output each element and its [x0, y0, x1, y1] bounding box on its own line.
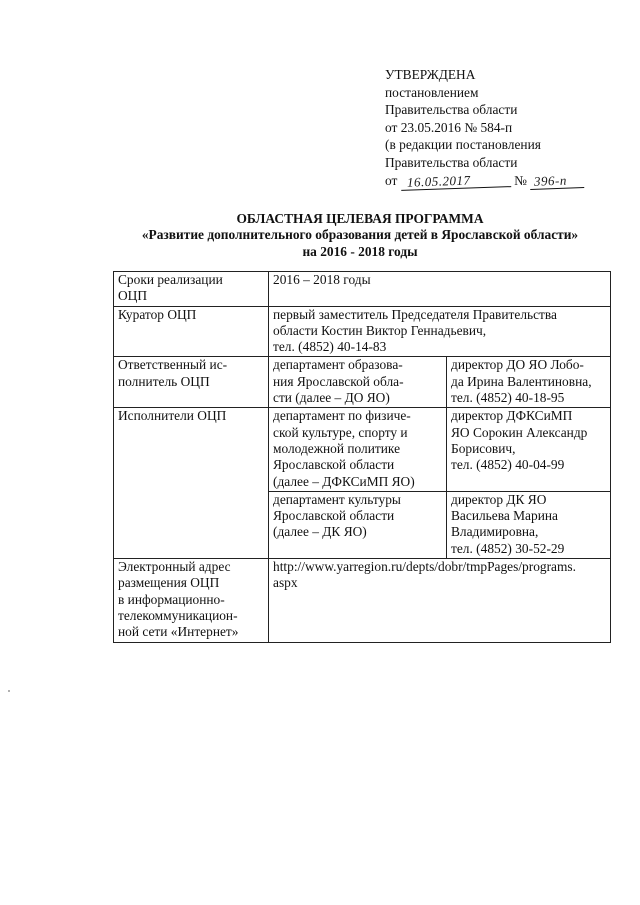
executors-label: Исполнители ОЦП — [114, 408, 269, 559]
terms-label: Сроки реализации ОЦП — [114, 272, 269, 307]
amendment-line — [385, 172, 584, 190]
terms-value: 2016 – 2018 годы — [269, 272, 611, 307]
table-row-responsible — [114, 357, 611, 408]
responsible-label: Ответственный ис- полнитель ОЦП — [114, 357, 269, 408]
table-row-executor — [114, 408, 611, 491]
program-title-name: «Развитие дополнительного образования детей в Ярославской области» — [141, 227, 579, 243]
program-title — [105, 211, 615, 260]
address-label: Электронный адрес размещения ОЦП в информационно- телекоммуникацион- ной сети «Интернет» — [114, 559, 269, 642]
address-link[interactable]: http://www.yarregion.ru/depts/dobr/tmpPages/programs. aspx — [269, 559, 611, 642]
handwritten-number: 396-п — [530, 173, 584, 190]
program-title-heading: ОБЛАСТНАЯ ЦЕЛЕВАЯ ПРОГРАММА — [236, 211, 484, 226]
executor-org: департамент культуры Ярославской области (далее – ДК ЯО) — [269, 491, 447, 558]
program-title-years: на 2016 - 2018 годы — [302, 243, 418, 259]
executor-person: директор ДФКСиМП ЯО Сорокин Александр Борисович, тел. (4852) 40-04-99 — [447, 408, 611, 491]
approval-line: Правительства области — [385, 102, 518, 118]
handwritten-date: 16.05.2017 — [401, 172, 511, 191]
responsible-org: департамент образова- ния Ярославской обла- сти (далее – ДО ЯО) — [269, 357, 447, 408]
approval-heading: УТВЕРЖДЕНА — [385, 67, 476, 82]
approval-resolution: от 23.05.2016 № 584-п — [385, 119, 513, 135]
executor-org: департамент по физиче- ской культуре, спорту и молодежной политике Ярославской области (далее – ДФКСиМП ЯО) — [269, 408, 447, 491]
table-row-address — [114, 559, 611, 642]
approval-stamp — [385, 66, 584, 189]
program-passport-table — [113, 271, 611, 643]
curator-label: Куратор ОЦП — [114, 306, 269, 357]
number-label: № — [514, 172, 527, 188]
from-label: от — [385, 172, 398, 188]
scan-speck — [8, 690, 10, 692]
responsible-person: директор ДО ЯО Лобо- да Ирина Валентиновна, тел. (4852) 40-18-95 — [447, 357, 611, 408]
table-row-terms — [114, 272, 611, 307]
curator-value: первый заместитель Председателя Правительства области Костин Виктор Геннадьевич, тел. (4852) 40-14-83 — [269, 306, 611, 357]
executor-person: директор ДК ЯО Васильева Марина Владимировна, тел. (4852) 30-52-29 — [447, 491, 611, 558]
table-row-curator — [114, 306, 611, 357]
approval-line: (в редакции постановления — [385, 137, 541, 153]
approval-line: постановлением — [385, 84, 479, 100]
approval-line: Правительства области — [385, 154, 518, 170]
